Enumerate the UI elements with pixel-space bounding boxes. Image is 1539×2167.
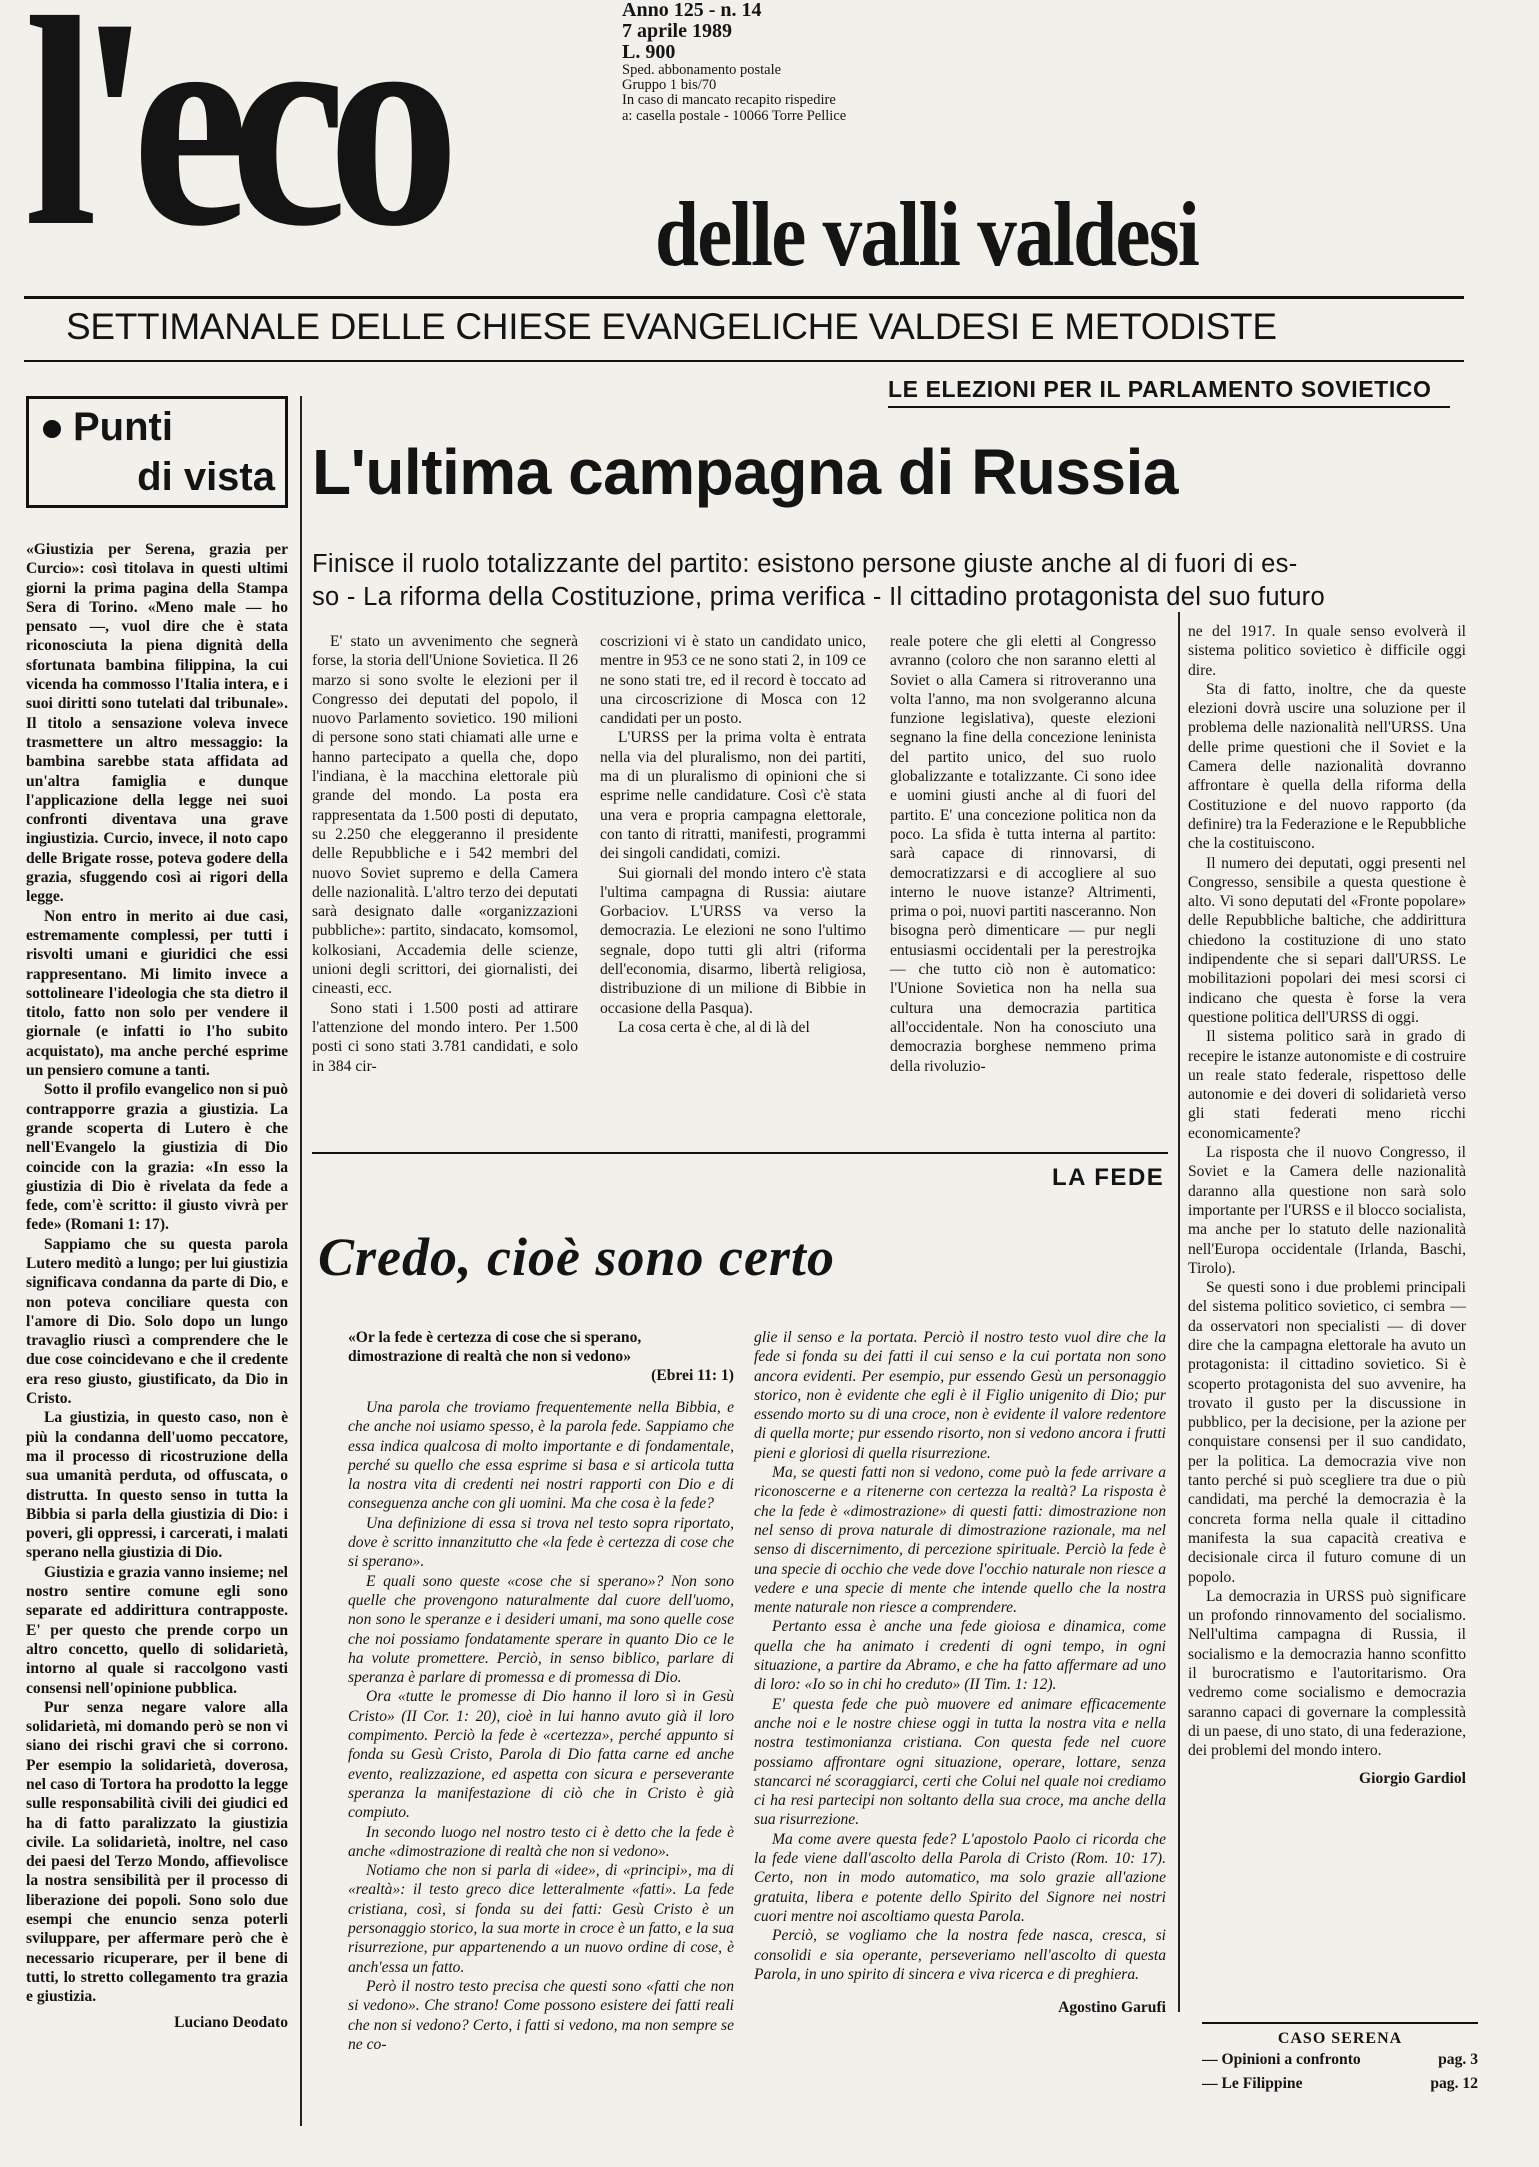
author-signature: Luciano Deodato [174, 2013, 288, 2031]
lead-standfirst [312, 548, 1462, 614]
fede-epigraph [348, 1328, 734, 1385]
di-vista-label: di vista [137, 455, 275, 499]
issue-number: Anno 125 - n. 14 [622, 0, 762, 21]
section-rule [312, 1152, 1168, 1154]
fede-column-1 [348, 1398, 734, 2054]
caso-serena-box [1202, 2030, 1478, 2096]
masthead-tagline: SETTIMANALE DELLE CHIESE EVANGELICHE VALDESI E METODISTE [66, 306, 1277, 347]
paragraph: Sta di fatto, inoltre, che da queste elezioni dovrà uscire una soluzione per il problema delle nazionalità nell'URSS. Una delle prime questioni che il Soviet e la Camera delle nazionalità dovranno affrontare è quella della riforma della Costituzione e del nuovo rapporto (da definire) tra la Federazione e le Repubbliche che la costituiscono. [1188, 680, 1466, 853]
caso-item-2 [1202, 2072, 1478, 2096]
masthead-rule-bottom [24, 360, 1464, 362]
paragraph: coscrizioni vi è stato un candidato unico, mentre in 953 ce ne sono stati 2, in 109 ce ne sono stati tre, ed il record è toccato ad una circoscrizione di Mosca con 12 candidati per un posto. [600, 633, 866, 728]
standfirst-line-1: Finisce il ruolo totalizzante del partito: esistono persone giuste anche al di fuori di es- [312, 550, 1298, 578]
paragraph: Ora «tutte le promesse di Dio hanno il loro sì in Gesù Cristo» (II Cor. 1: 20), cioè in lui hanno avuto già il loro compimento. Perciò la fede è «certezza», perché appunto si fonda su Gesù Cristo, Parola di Dio fatta carne ed anche evento, realizzazione, ed aspetta con sicura e perseverante speranza la manifestazione di ciò che in Cristo è già compiuto. [348, 1688, 734, 1822]
postal-line-3: In caso di mancato recapito rispedire [622, 92, 836, 109]
masthead-rule-top [24, 296, 1464, 299]
fede-headline: Credo, cioè sono certo [318, 1227, 835, 1287]
paragraph: ne del 1917. In quale senso evolverà il sistema politico sovietico è difficile oggi dire. [1188, 623, 1466, 679]
epigraph-text: «Or la fede è certezza di cose che si sperano, dimostrazione di realtà che non si vedono» [348, 1329, 642, 1365]
lead-headline: L'ultima campagna di Russia [312, 436, 1178, 508]
issue-info [622, 0, 922, 124]
paragraph: E quali sono queste «cose che si sperano»? Non sono quelle che provengono naturalmente dal cuore dell'uomo, non sono le speranze e i desideri umani, ma sono quelle cose che noi possiamo fondatamente sperare in quanto Dio ce le ha volute promettere. Perciò, in senso biblico, parlare di speranza è parlare di promessa e di promessa di Dio. [348, 1572, 734, 1687]
fede-column-2 [754, 1328, 1166, 2017]
masthead-subtitle-logo: delle valli valdesi [655, 183, 1199, 285]
issue-date: 7 aprile 1989 [622, 20, 732, 42]
punti-label: Punti [73, 405, 173, 449]
paragraph: Il sistema politico sarà in grado di recepire le istanze autonomiste e di costruire un reale stato federale, rispettoso delle autonomie e dei doveri di solidarietà verso gli stati federati meno ricchi economicamente? [1188, 1028, 1466, 1142]
author-signature: Giorgio Gardiol [1359, 1769, 1466, 1787]
kicker-rule [888, 406, 1450, 408]
postal-line-1: Sped. abbonamento postale [622, 62, 782, 78]
column-divider [1178, 612, 1180, 2012]
paragraph: E' questa fede che può muovere ed animare efficacemente anche noi e le nostre chiese oggi in tutta la nostra vita e nella nostra testimonianza cristiana. Con questa fede nel cuore possiamo affrontare ogni situazione, operare, lottare, senza stancarci né scoraggiarci, certi che Colui nel quale noi crediamo ci ha resi partecipi non soltanto della sua croce, ma anche della sua risurrezione. [754, 1695, 1166, 1829]
paragraph: «Giustizia per Serena, grazia per Curcio»: così titolava in questi ultimi giorni la prima pagina della Stampa Sera di Torino. «Meno male — ho pensato —, vuol dire che è stata riconosciuta la piena dignità della sfortunata bambina filippina, la cui vicenda ha commosso l'Italia intera, e i suoi diritti sono tutelati dal tribunale». Il titolo a sensazione voleva invece trasmettere un altro messaggio: la bambina sarebbe stata affidata ad un'altra famiglia e dunque l'applicazione della legge nei suoi confronti diventava una grave ingiustizia. Curcio, invece, il noto capo delle Brigate rosse, poteva godere della grazia, sfuggendo così ai rigori della legge. [26, 541, 288, 906]
paragraph: Ma come avere questa fede? L'apostolo Paolo ci ricorda che la fede viene dall'ascolto della Parola di Cristo (Rom. 10: 17). Certo, non in modo automatico, ma solo grazie all'azione gratuita, libera e potente dello Spirito del Signore nei nostri cuori mentre noi ascoltiamo questa Parola. [754, 1830, 1166, 1925]
author-signature: Agostino Garufi [1058, 1999, 1166, 2017]
caso-item-page: pag. 12 [1430, 2075, 1478, 2092]
fede-kicker: LA FEDE [1052, 1164, 1165, 1191]
issue-price: L. 900 [622, 41, 676, 63]
punti-article [26, 540, 288, 2032]
caso-item-label: — Le Filippine [1202, 2075, 1303, 2092]
standfirst-line-2: so - La riforma della Costituzione, prima verifica - Il cittadino protagonista del suo futuro [312, 583, 1325, 611]
box-rule [1202, 2022, 1478, 2024]
lead-kicker: LE ELEZIONI PER IL PARLAMENTO SOVIETICO [888, 376, 1432, 402]
caso-item-page: pag. 3 [1438, 2051, 1478, 2068]
paragraph: E' stato un avvenimento che segnerà forse, la storia dell'Unione Sovietica. Il 26 marzo si sono svolte le elezioni per il Congresso dei deputati del popolo, il nuovo Parlamento sovietico. 190 milioni di persone sono stati chiamati alle urne e hanno partecipato a quella che, dopo l'indiana, è la macchina elettorale più grande del mondo. La posta era rappresentata da 1.500 posti di deputato, su 2.250 che eleggeranno il presidente delle Repubbliche e i 542 membri del nuovo Soviet supremo e della Camera delle nazionalità. L'altro terzo dei deputati sarà designato dalle «organizzazioni pubbliche»: partito, sindacato, komsomol, kolkosiani, Accademia delle scienze, unioni degli scrittori, dei giornalisti, dei cineasti, ecc. [312, 633, 578, 998]
lead-column-3 [890, 632, 1156, 1076]
paragraph: Pertanto essa è anche una fede gioiosa e dinamica, come quella che ha animato i credenti di ogni tempo, in ogni situazione, a partire da Abramo, e che ha fatto affermare ad uno di loro: «Io so in chi ho creduto» (II Tim. 1: 12). [754, 1618, 1166, 1694]
punti-di-vista-box [26, 396, 288, 508]
paragraph: La giustizia, in questo caso, non è più la condanna dell'uomo peccatore, ma il processo di ricostruzione della sua umanità perduta, od offuscata, o distrutta. In questo senso in tutta la Bibbia si parla della giustizia di Dio: i poveri, gli oppressi, i carcerati, i malati sperano nella giustizia di Dio. [26, 1409, 288, 1562]
postal-line-4: a: casella postale - 10066 Torre Pellice [622, 107, 847, 124]
paragraph: Sui giornali del mondo intero c'è stata l'ultima campagna di Russia: aiutare Gorbaciov. L'URSS va verso la democrazia. Le elezioni ne sono l'ultimo segnale, dopo tutti gli altri (riforma dell'economia, disarmo, libertà religiosa, distribuzione di un milione di Bibbie in occasione della Pasqua). [600, 864, 866, 1017]
paragraph: Ma, se questi fatti non si vedono, come può la fede arrivare a riconoscerne e a ritenerne con certezza la realtà? La risposta è che la fede è «dimostrazione» di questi fatti: dimostrazione non nel senso di prova naturale di dimostrazione razionale, ma nel senso di discernimento, di percezione spirituale. Perciò la fede è una specie di occhio che vede dove l'occhio naturale non riesce a vedere e una specie di mente che intende quello che la nostra mente naturale non riesce a comprendere. [754, 1464, 1166, 1617]
paragraph: La democrazia in URSS può significare un profondo rinnovamento del socialismo. Nell'ultima campagna di Russia, il socialismo e la democrazia hanno sconfitto il burocratismo e l'autoritarismo. Ora vedremo come socialismo e democrazia saranno capaci di governare la complessità di un paese, di uno stato, di una federazione, dei problemi del mondo intero. [1188, 1587, 1466, 1760]
paragraph: In secondo luogo nel nostro testo ci è detto che la fede è anche «dimostrazione di realtà che non si vedono». [348, 1823, 734, 1860]
paragraph: Una definizione di essa si trova nel testo sopra riportato, dove è scritto innanzitutto che «la fede è certezza di cose che si sperano». [348, 1514, 734, 1571]
postal-line-2: Gruppo 1 bis/70 [622, 77, 717, 94]
paragraph: glie il senso e la portata. Perciò il nostro testo vuol dire che la fede si fonda su dei fatti il cui senso e la cui portata non sono ancora evidenti. Per esempio, pur essendo Gesù un personaggio storico, non è evidente che egli è il Figlio unigenito di Dio; pur essendo morto su di una croce, non è evidente il valore redentore di quella morte; pur essendo risorto, non si vedono ancora i frutti pieni e gloriosi di quella risurrezione. [754, 1329, 1166, 1462]
epigraph-reference: (Ebrei 11: 1) [651, 1367, 734, 1384]
paragraph: Perciò, se vogliamo che la nostra fede nasca, cresca, si consolidi e sia operante, perseveriamo nell'ascolto di questa Parola, in uno spirito di sincera e viva ricerca e di preghiera. [754, 1927, 1166, 1983]
column-divider [300, 396, 302, 2126]
paragraph: Non entro in merito ai due casi, estremamente complessi, per tutti i risvolti umani e giuridici che essi rappresentano. Mi limito invece a sottolineare l'ideologia che sta dietro il titolo, fatto non solo per vendere il giornale (e infatti io l'ho subito acquistato), ma anche perché esprime un pensiero comune a tanti. [26, 907, 288, 1080]
caso-title: CASO SERENA [1277, 2030, 1403, 2047]
paragraph: Notiamo che non si parla di «idee», di «principi», ma di «realtà»: il testo greco dice letteralmente «fatti». La fede cristiana, così, si fonda su dei fatti: Gesù Cristo è un personaggio storico, la sua morte in croce è un fatto, e la sua risurrezione, pur appartenendo a un nuovo ordine di cose, è anch'essa un fatto. [348, 1862, 734, 1976]
caso-item-1 [1202, 2048, 1478, 2072]
paragraph: L'URSS per la prima volta è entrata nella via del pluralismo, non dei partiti, ma di un pluralismo di opinioni che si esprime nelle candidature. Così c'è stata una vera e propria campagna elettorale, con tanto di ritratti, manifesti, programmi dei singoli candidati, comizi. [600, 729, 866, 863]
paragraph: Una parola che troviamo frequentemente nella Bibbia, e che anche noi usiamo spesso, è la parola fede. Sappiamo che essa indica qualcosa di molto importante e di fondamentale, perché su quello che essa esprime si basa e si articola tutta la nostra vita di credenti nei nostri rapporti con Dio e di conseguenza anche con gli uomini. Ma che cosa è la fede? [348, 1399, 734, 1513]
paragraph: reale potere che gli eletti al Congresso avranno (coloro che non saranno eletti al Soviet o alla Camera si ritroveranno una volta l'anno, ma non svolgeranno alcuna funzione legislativa), queste elezioni segnano la fine della concezione leninista del partito unico, del suo ruolo globalizzante e totalizzante. Ci sono idee e uomini giusti anche al di fuori del partito. E' una concezione politica non da poco. La sfida è tutta interna al partito: sarà capace di rinnovarsi, di democratizzarsi e di accogliere al suo interno le nuove istanze? Altrimenti, prima o poi, nuovi partiti nasceranno. Non bisogna però dimenticare — pur negli entusiasmi occidentali per la perestrojka — che tutto ciò non è automatico: l'Unione Sovietica non ha nella sua cultura una democrazia partitica all'occidentale. Non ha conosciuto una democrazia borghese nemmeno prima della rivoluzio- [890, 633, 1156, 1075]
paragraph: Però il nostro testo precisa che questi sono «fatti che non si vedono». Che strano! Come possono esistere dei fatti reali che non si vedono? Certo, i fatti si vedono, ma non sempre se ne co- [348, 1977, 734, 2053]
caso-item-label: — Opinioni a confronto [1202, 2051, 1361, 2068]
paragraph: Giustizia e grazia vanno insieme; nel nostro sentire comune egli sono separate ed addirittura contrapposte. E' per questo che prende corpo un altro concetto, quello di solidarietà, intorno al quale si raccolgono vasti consensi nell'opinione pubblica. [26, 1563, 288, 1697]
paragraph: Il numero dei deputati, oggi presenti nel Congresso, sensibile a questa questione è alto. Vi sono deputati del «Fronte popolare» delle Repubbliche baltiche, che addirittura chiedono la costituzione di uno stato indipendente che si separi dall'URSS. Le mobilitazioni popolari dei mesi scorsi ci indicano che questa è forse la vera questione politica dell'URSS di oggi. [1188, 854, 1466, 1026]
paragraph: Sotto il profilo evangelico non si può contrapporre grazia a giustizia. La grande scoperta di Lutero è che nell'Evangelo la giustizia di Dio coincide con la grazia: «In esso la giustizia di Dio è rivelata da fede a fede, com'è scritto: il giusto vivrà per fede» (Romani 1: 17). [26, 1081, 288, 1234]
lead-column-2 [600, 632, 866, 1037]
paragraph: Sappiamo che su questa parola Lutero meditò a lungo; per lui giustizia significava condanna da parte di Dio, e non poteva conciliare questa con l'amore di Dio. Solo dopo un lungo travaglio riuscì a comprendere che le due cose coincidevano e che il credente era reso giusto, giustificato, da Dio in Cristo. [26, 1235, 288, 1408]
paragraph: Se questi sono i due problemi principali del sistema politico sovietico, ci sembra — da osservatori non specialisti — di dover dire che la campagna elettorale ha avuto un protagonista: il cittadino sovietico. Si è scoperto protagonista del suo avvenire, ha trovato il gusto per la discussione in pubblico, per la decisione, per la azione per conquistare consensi per il suo candidato, per la politica. La democrazia vive non tanto perché si può scegliere tra due o più candidati, ma perché la democrazia è la concreta forma nella quale il cittadino manifesta la sua capacità creativa e decisionale circa il futuro comune di un popolo. [1188, 1279, 1466, 1586]
paragraph: La cosa certa è che, al di là del [618, 1018, 810, 1036]
bullet-icon [43, 420, 61, 438]
paragraph: Sono stati i 1.500 posti ad attirare l'attenzione del mondo intero. Per 1.500 posti ci sono stati 3.781 candidati, e solo in 384 cir- [312, 999, 578, 1075]
paragraph: Pur senza negare valore alla solidarietà, mi domando però se non vi siano dei rischi gravi che si corrono. Per esempio la solidarietà, doverosa, nel caso di Tortora ha prodotto la legge sulle responsabilità civili dei giudici ed ha di fatto paralizzato la giustizia civile. La solidarietà, inoltre, nel caso dei paesi del Terzo Mondo, affievolisce la nostra sensibilità per il processo di liberazione dei popoli. Sono solo due esempi che enuncio senza poterli sviluppare, per affermare però che è necessario ricuperare, per il bene di tutti, lo stretto collegamento tra grazia e giustizia. [26, 1698, 288, 2006]
masthead-logo: l'eco [24, 0, 441, 288]
lead-column-1 [312, 632, 578, 1076]
lead-column-4 [1188, 622, 1466, 2022]
paragraph: La risposta che il nuovo Congresso, il Soviet e la Camera delle nazionalità daranno alla questione non sarà solo importante per l'URSS e il blocco socialista, ma anche per lo statuto delle nazionalità nell'Europa occidentale (Irlanda, Baschi, Tirolo). [1188, 1144, 1466, 1277]
